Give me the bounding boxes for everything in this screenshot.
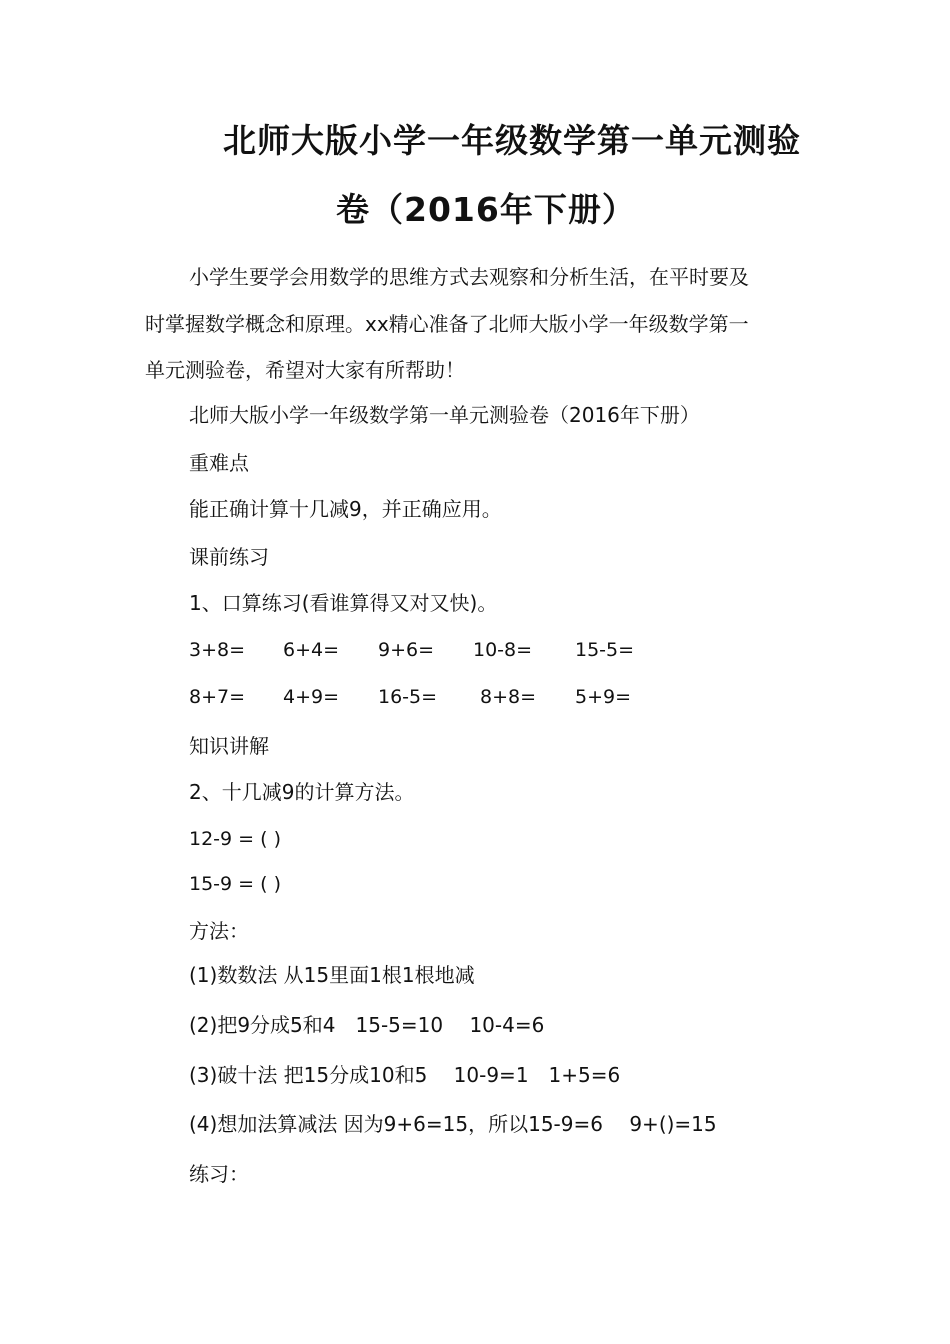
difficulty-text: 能正确计算十几减9，并正确应用。 (189, 497, 502, 521)
example-1: 12-9 = ( ) (189, 828, 281, 850)
exercise-1-item: 10-8= (473, 639, 533, 661)
exercise-1-item: 6+4= (283, 639, 340, 661)
exercise-1-item: 15-5= (575, 639, 635, 661)
exercise-2-label: 2、十几减9的计算方法。 (189, 780, 415, 804)
heading-prework: 课前练习 (189, 545, 269, 569)
intro-paragraph-line-3: 单元测验卷，希望对大家有所帮助！ (145, 358, 465, 382)
exercise-1-item: 9+6= (378, 639, 435, 661)
document-title-line-2: 卷（2016年下册） (336, 190, 636, 229)
exercise-1-item: 4+9= (283, 686, 340, 708)
method-1: (1)数数法 从15里面1根1根地减 (189, 963, 475, 987)
example-2: 15-9 = ( ) (189, 873, 281, 895)
exercise-1-label: 1、口算练习(看谁算得又对又快)。 (189, 591, 498, 615)
exercise-1-item: 8+8= (480, 686, 537, 708)
exercise-1-item: 16-5= (378, 686, 438, 708)
exercise-1-item: 3+8= (189, 639, 246, 661)
method-4: (4)想加法算减法 因为9+6=15，所以15-9=6 9+()=15 (189, 1112, 717, 1136)
heading-knowledge: 知识讲解 (189, 734, 269, 758)
method-3: (3)破十法 把15分成10和5 10-9=1 1+5=6 (189, 1063, 621, 1087)
intro-paragraph-line-2: 时掌握数学概念和原理。xx精心准备了北师大版小学一年级数学第一 (145, 312, 749, 336)
exercise-1-item: 8+7= (189, 686, 246, 708)
intro-paragraph-line-1: 小学生要学会用数学的思维方式去观察和分析生活，在平时要及 (189, 265, 749, 289)
practice-label: 练习： (189, 1162, 249, 1186)
subtitle: 北师大版小学一年级数学第一单元测验卷（2016年下册） (189, 403, 700, 427)
method-label: 方法： (189, 919, 249, 943)
method-2: (2)把9分成5和4 15-5=10 10-4=6 (189, 1013, 545, 1037)
exercise-1-item: 5+9= (575, 686, 632, 708)
document-title-line-1: 北师大版小学一年级数学第一单元测验 (223, 121, 801, 160)
heading-difficulty: 重难点 (189, 451, 249, 475)
